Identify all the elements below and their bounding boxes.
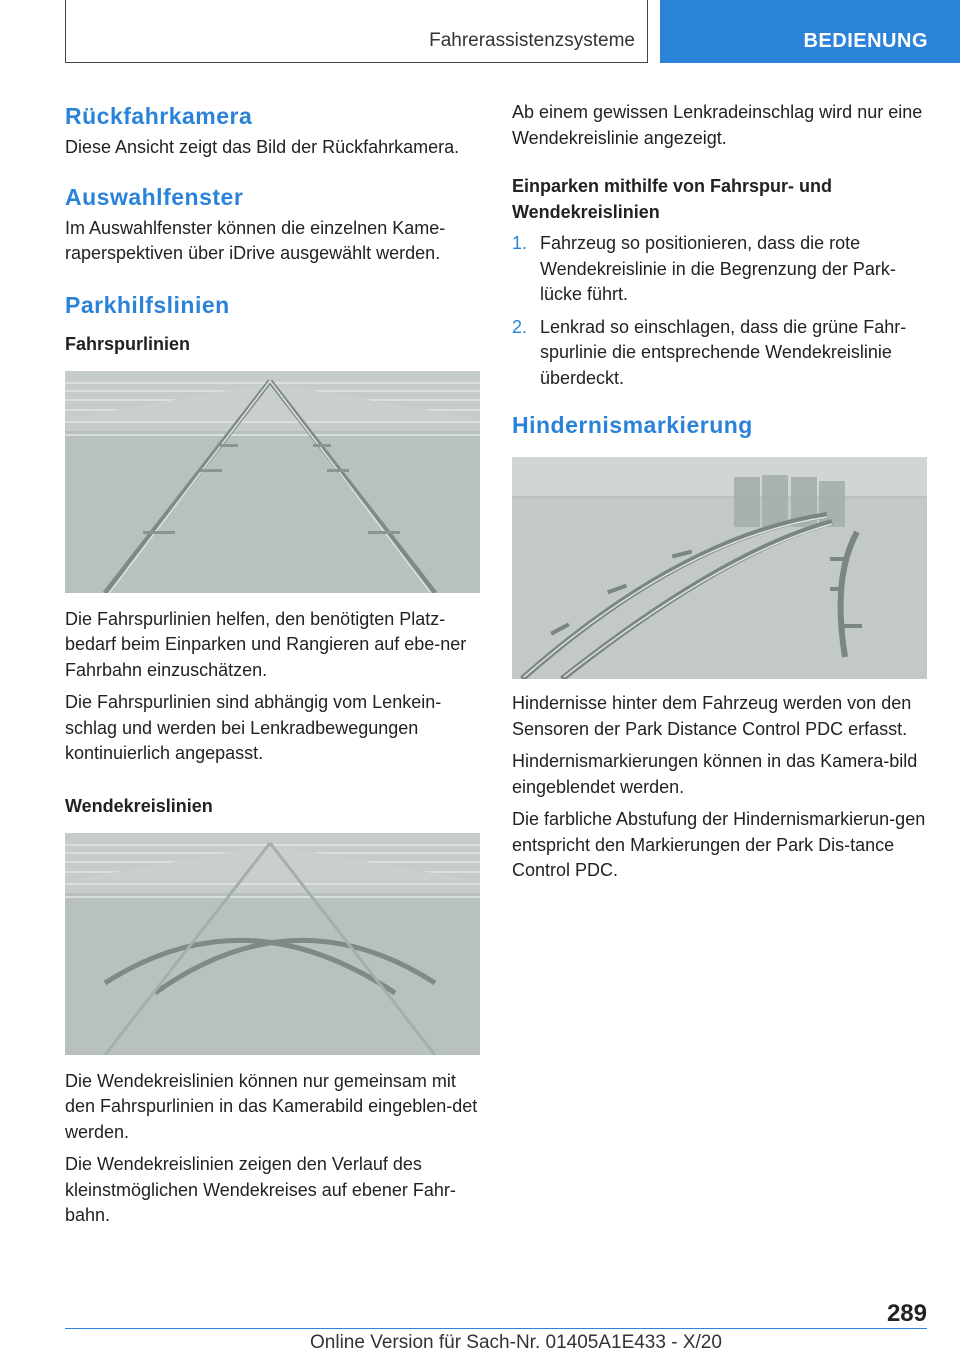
para-hindernis-1: Hindernisse hinter dem Fahrzeug werden von den Sensoren der Park Distance Control PDC erfasst. — [512, 693, 912, 739]
fahrspurlinien-image — [65, 371, 480, 593]
page-number: 289 — [886, 1300, 927, 1327]
step-number: 2. — [512, 316, 528, 337]
left-column — [65, 100, 480, 1236]
para-hindernis-2: Hindernismarkierungen können in das Kamera‐bild eingeblendet werden. — [512, 751, 918, 797]
wendekreislinien-image — [65, 833, 480, 1055]
list-item — [512, 315, 927, 392]
einparken-steps — [512, 231, 927, 391]
footer-divider — [65, 1328, 927, 1329]
heading-parkhilfslinien: Parkhilfslinien — [65, 291, 230, 318]
para-fahrspur-1: Die Fahrspurlinien helfen, den benötigten Platz‐bedarf beim Einparken und Rangieren auf ebe‐ner Fahrbahn einzuschätzen. — [65, 608, 467, 680]
header-section-title: Fahrerassistenzsysteme — [429, 30, 635, 51]
list-item — [512, 231, 927, 308]
header-section-box — [65, 0, 648, 63]
header-chapter-title: BEDIENUNG — [803, 30, 928, 52]
header-chapter-tab — [660, 0, 960, 63]
para-wende-2: Die Wendekreislinien zeigen den Verlauf des kleinstmöglichen Wendekreises auf ebener Fahr‐bahn. — [65, 1154, 456, 1225]
para-hindernis-3: Die farbliche Abstufung der Hindernismarkierun‐gen entspricht den Markierungen der Park Dis‐tance Control PDC. — [512, 809, 926, 880]
para-rueckfahrkamera: Diese Ansicht zeigt das Bild der Rückfahrkamera. — [65, 137, 460, 157]
step-text: Fahrzeug so positionieren, dass die rote Wendekreislinie in die Begrenzung der Park‐lücke führt. — [540, 233, 896, 304]
para-fahrspur-2: Die Fahrspurlinien sind abhängig vom Lenkein‐schlag und werden bei Lenkradbewegungen kontinuierlich angepasst. — [65, 692, 442, 763]
subheading-wendekreislinien: Wendekreislinien — [65, 795, 213, 816]
heading-hindernismarkierung: Hindernismarkierung — [512, 412, 753, 438]
heading-auswahlfenster: Auswahlfenster — [65, 183, 244, 210]
para-lenkradeinschlag: Ab einem gewissen Lenkradeinschlag wird nur eine Wendekreislinie angezeigt. — [512, 102, 923, 148]
step-text: Lenkrad so einschlagen, dass die grüne Fahr‐spurlinie die entsprechende Wendekreislinie überdeckt. — [540, 316, 907, 388]
subheading-einparken: Einparken mithilfe von Fahrspur- und Wendekreislinien — [512, 176, 833, 222]
para-wende-1: Die Wendekreislinien können nur gemeinsam mit den Fahrspurlinien in das Kamerabild eingeblen‐det werden. — [65, 1070, 478, 1142]
subheading-fahrspurlinien: Fahrspurlinien — [65, 333, 191, 354]
footer-text: Online Version für Sach-Nr. 01405A1E433 - X/20 — [310, 1332, 722, 1353]
right-column — [512, 100, 927, 891]
heading-rueckfahrkamera: Rückfahrkamera — [65, 103, 253, 129]
para-auswahlfenster: Im Auswahlfenster können die einzelnen Kame‐raperspektiven über iDrive ausgewählt werden. — [65, 217, 446, 263]
hindernismarkierung-image — [512, 457, 927, 679]
step-number: 1. — [512, 233, 528, 253]
